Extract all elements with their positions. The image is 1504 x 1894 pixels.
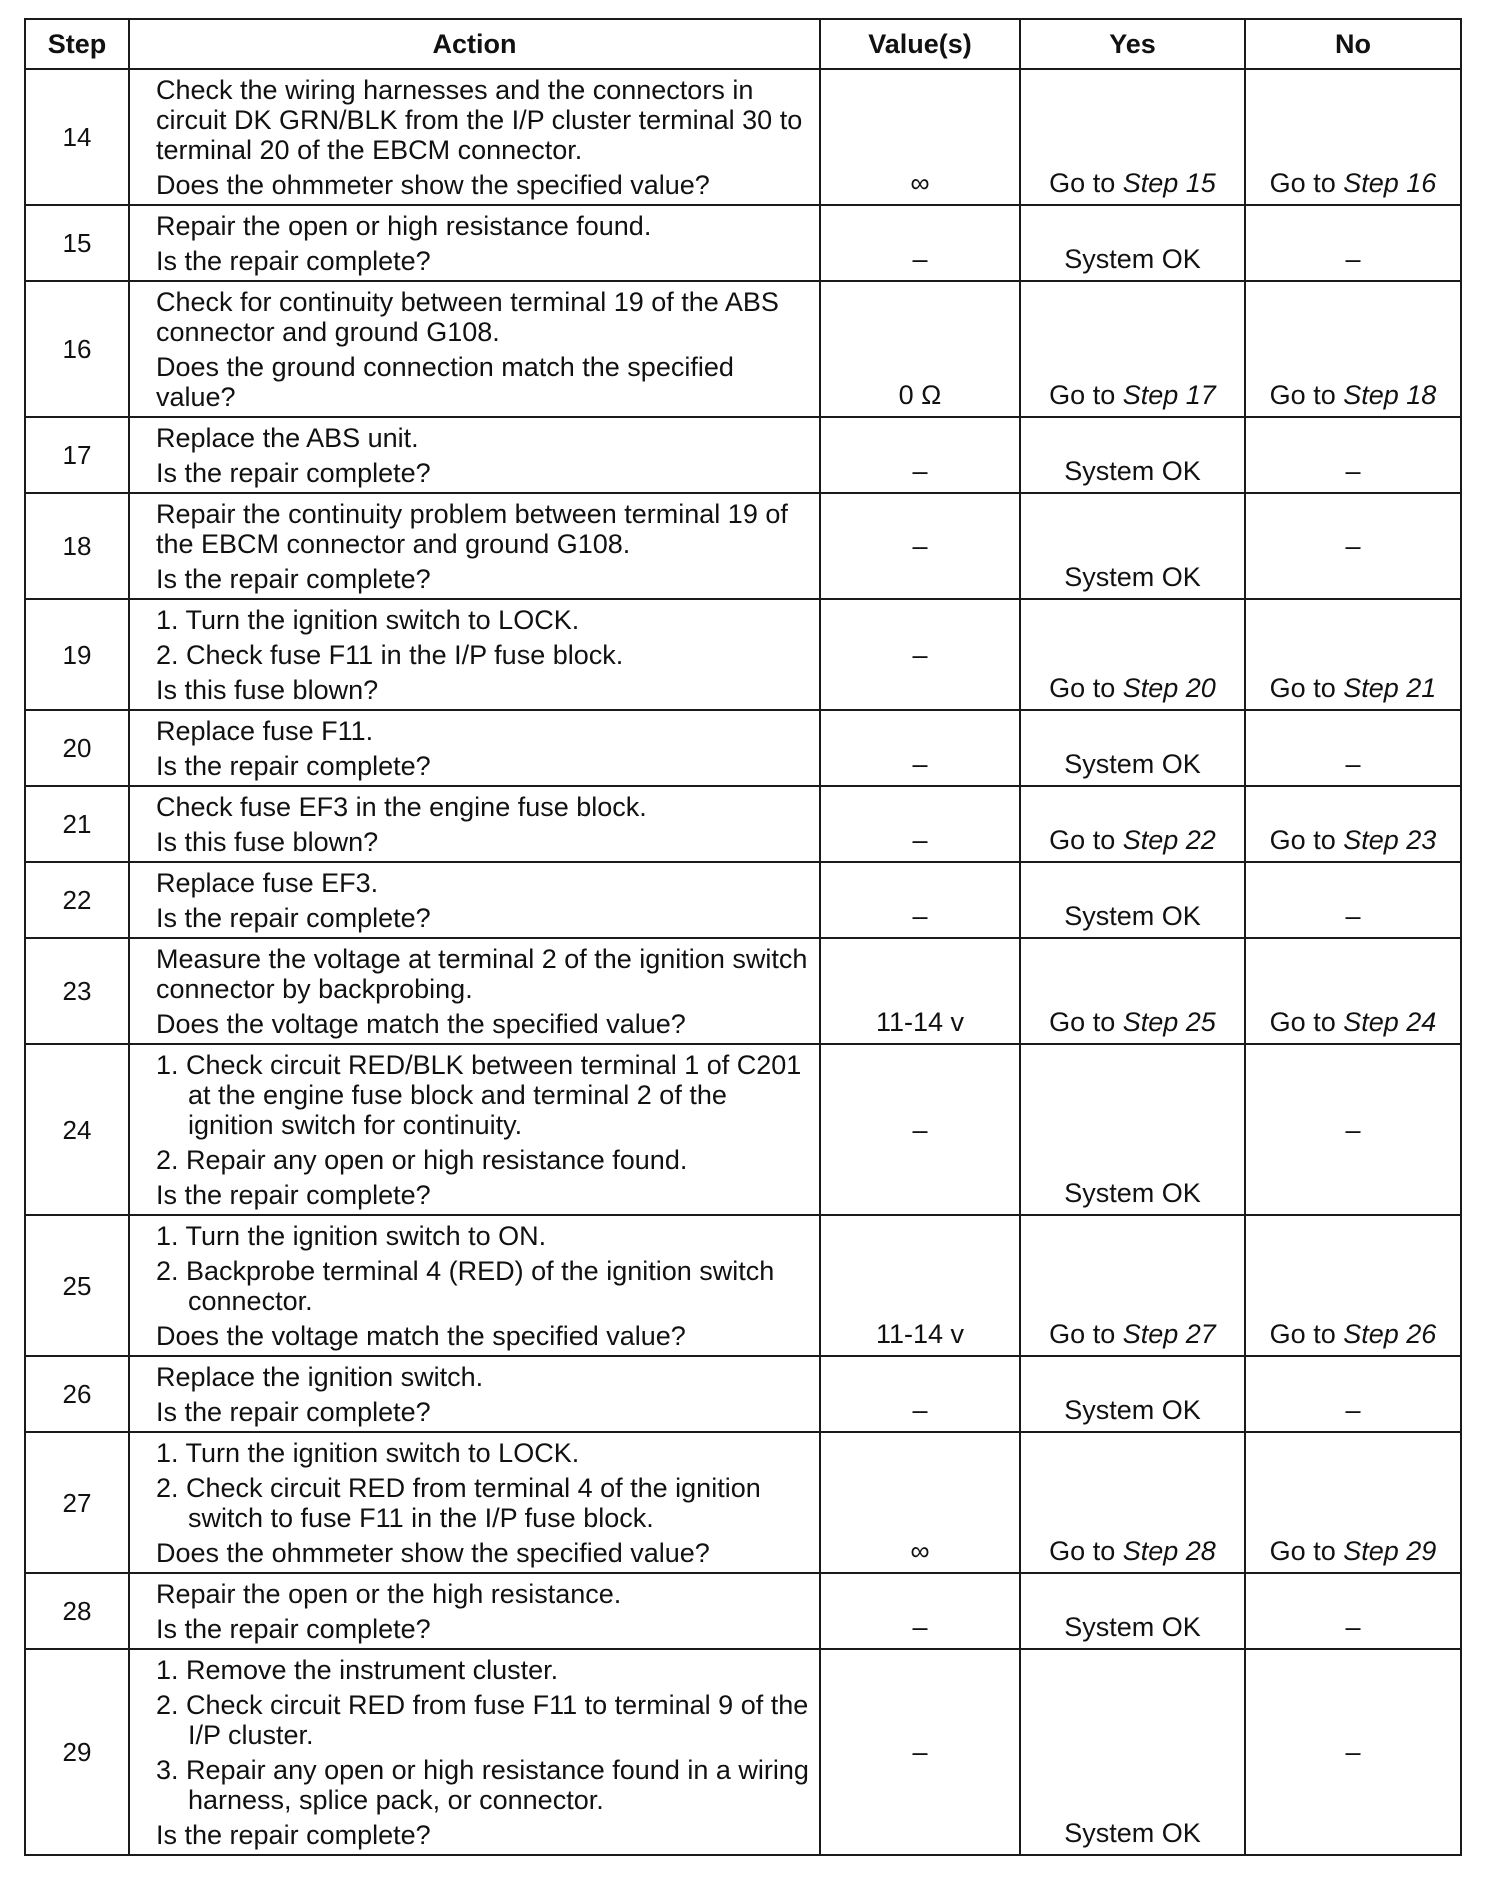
action-line: Repair the continuity problem between terminal 19 of the EBCM connector and ground G108. [156, 499, 788, 559]
action-cell [129, 1044, 820, 1215]
yes-step-ref: Step 15 [1122, 168, 1216, 198]
yes-goto-text: Go to [1049, 1319, 1116, 1349]
value-cell: – [820, 1573, 1020, 1649]
yes-cell [1020, 938, 1245, 1044]
table-row [25, 1432, 1461, 1573]
no-cell [1245, 786, 1461, 862]
table-row [25, 1573, 1461, 1649]
no-goto-text: Go to [1269, 825, 1336, 855]
table-row [25, 599, 1461, 710]
no-step-ref: Step 26 [1343, 1319, 1437, 1349]
action-cell [129, 1215, 820, 1356]
yes-cell [1020, 1432, 1245, 1573]
no-cell [1245, 69, 1461, 205]
action-cell [129, 786, 820, 862]
yes-step-ref: Step 17 [1122, 380, 1216, 410]
diagnostic-document [24, 18, 1460, 1856]
action-cell [129, 1649, 820, 1855]
action-line: Is the repair complete? [156, 246, 431, 276]
header-action: Action [129, 19, 820, 69]
diagnostic-table [24, 18, 1462, 1856]
no-goto-text: Go to [1269, 1007, 1336, 1037]
no-cell [1245, 938, 1461, 1044]
value-cell: – [820, 1649, 1020, 1855]
no-step-ref: Step 18 [1343, 380, 1437, 410]
action-line: Is the repair complete? [156, 903, 431, 933]
step-number: 20 [25, 710, 129, 786]
action-cell [129, 1432, 820, 1573]
action-line: 1. Turn the ignition switch to LOCK. [156, 605, 580, 635]
yes-goto-text: Go to [1049, 1007, 1116, 1037]
table-row [25, 1044, 1461, 1215]
no-step-ref: Step 24 [1343, 1007, 1437, 1037]
value-cell: – [820, 599, 1020, 710]
header-no: No [1245, 19, 1461, 69]
step-number: 21 [25, 786, 129, 862]
step-number: 27 [25, 1432, 129, 1573]
no-cell: – [1245, 710, 1461, 786]
table-row [25, 69, 1461, 205]
action-cell [129, 205, 820, 281]
yes-cell: System OK [1020, 1044, 1245, 1215]
value-cell: 11-14 v [820, 1215, 1020, 1356]
step-number: 17 [25, 417, 129, 493]
table-row [25, 493, 1461, 599]
action-line: Does the ohmmeter show the specified value? [156, 170, 710, 200]
action-line: 1. Remove the instrument cluster. [156, 1655, 559, 1685]
header-values: Value(s) [820, 19, 1020, 69]
table-row [25, 938, 1461, 1044]
no-cell [1245, 281, 1461, 417]
no-cell: – [1245, 1573, 1461, 1649]
action-line: Is the repair complete? [156, 1820, 431, 1850]
action-line: 3. Repair any open or high resistance found in a wiring harness, splice pack, or connector. [156, 1755, 809, 1815]
table-row [25, 417, 1461, 493]
yes-cell: System OK [1020, 493, 1245, 599]
table-row [25, 710, 1461, 786]
action-line: Is the repair complete? [156, 751, 431, 781]
yes-step-ref: Step 27 [1122, 1319, 1216, 1349]
table-row [25, 786, 1461, 862]
no-cell: – [1245, 493, 1461, 599]
no-cell: – [1245, 417, 1461, 493]
no-goto-text: Go to [1269, 673, 1336, 703]
yes-goto-text: Go to [1049, 380, 1116, 410]
no-step-ref: Step 16 [1343, 168, 1437, 198]
no-step-ref: Step 29 [1343, 1536, 1437, 1566]
value-cell: – [820, 1356, 1020, 1432]
yes-cell: System OK [1020, 710, 1245, 786]
no-goto-text: Go to [1269, 1319, 1336, 1349]
yes-cell: System OK [1020, 1649, 1245, 1855]
yes-cell [1020, 69, 1245, 205]
no-cell: – [1245, 1649, 1461, 1855]
action-line: 1. Check circuit RED/BLK between terminal 1 of C201 at the engine fuse block and terminal 2 of the ignition switch for continuity. [156, 1050, 802, 1140]
action-cell [129, 69, 820, 205]
value-cell: 11-14 v [820, 938, 1020, 1044]
action-line: Replace fuse EF3. [156, 868, 379, 898]
action-line: Is the repair complete? [156, 1397, 431, 1427]
no-cell [1245, 1432, 1461, 1573]
value-cell: – [820, 862, 1020, 938]
yes-step-ref: Step 20 [1122, 673, 1216, 703]
header-step: Step [25, 19, 129, 69]
yes-cell: System OK [1020, 417, 1245, 493]
yes-cell: System OK [1020, 862, 1245, 938]
step-number: 29 [25, 1649, 129, 1855]
step-number: 23 [25, 938, 129, 1044]
action-cell [129, 862, 820, 938]
step-number: 22 [25, 862, 129, 938]
table-row [25, 862, 1461, 938]
yes-cell [1020, 786, 1245, 862]
action-line: Does the voltage match the specified value? [156, 1321, 686, 1351]
action-line: 1. Turn the ignition switch to LOCK. [156, 1438, 580, 1468]
value-cell: – [820, 205, 1020, 281]
no-cell: – [1245, 862, 1461, 938]
action-cell [129, 1573, 820, 1649]
value-cell: – [820, 710, 1020, 786]
yes-cell: System OK [1020, 205, 1245, 281]
action-cell [129, 417, 820, 493]
value-cell: – [820, 417, 1020, 493]
action-line: 2. Backprobe terminal 4 (RED) of the ignition switch connector. [156, 1256, 775, 1316]
action-line: Is the repair complete? [156, 1614, 431, 1644]
no-goto-text: Go to [1269, 168, 1336, 198]
action-line: Is the repair complete? [156, 564, 431, 594]
action-line: 2. Check fuse F11 in the I/P fuse block. [156, 640, 624, 670]
no-cell [1245, 1215, 1461, 1356]
no-cell [1245, 599, 1461, 710]
step-number: 24 [25, 1044, 129, 1215]
yes-goto-text: Go to [1049, 673, 1116, 703]
no-cell: – [1245, 1044, 1461, 1215]
header-yes: Yes [1020, 19, 1245, 69]
action-line: Check fuse EF3 in the engine fuse block. [156, 792, 647, 822]
value-cell: – [820, 786, 1020, 862]
yes-cell: System OK [1020, 1356, 1245, 1432]
yes-goto-text: Go to [1049, 168, 1116, 198]
no-step-ref: Step 23 [1343, 825, 1437, 855]
value-cell: ∞ [820, 1432, 1020, 1573]
step-number: 19 [25, 599, 129, 710]
action-line: Does the voltage match the specified value? [156, 1009, 686, 1039]
action-cell [129, 493, 820, 599]
yes-step-ref: Step 25 [1122, 1007, 1216, 1037]
yes-goto-text: Go to [1049, 825, 1116, 855]
action-line: Does the ohmmeter show the specified value? [156, 1538, 710, 1568]
action-line: 1. Turn the ignition switch to ON. [156, 1221, 547, 1251]
action-line: 2. Repair any open or high resistance found. [156, 1145, 688, 1175]
table-row [25, 1649, 1461, 1855]
action-cell [129, 938, 820, 1044]
value-cell: 0 Ω [820, 281, 1020, 417]
value-cell: ∞ [820, 69, 1020, 205]
step-number: 25 [25, 1215, 129, 1356]
action-line: Does the ground connection match the specified value? [156, 352, 734, 412]
value-cell: – [820, 493, 1020, 599]
step-number: 16 [25, 281, 129, 417]
value-cell: – [820, 1044, 1020, 1215]
action-line: Is this fuse blown? [156, 827, 379, 857]
step-number: 18 [25, 493, 129, 599]
table-row [25, 281, 1461, 417]
step-number: 26 [25, 1356, 129, 1432]
no-goto-text: Go to [1269, 380, 1336, 410]
action-line: Is the repair complete? [156, 458, 431, 488]
action-cell [129, 710, 820, 786]
table-row [25, 1215, 1461, 1356]
step-number: 15 [25, 205, 129, 281]
action-cell [129, 281, 820, 417]
table-body [25, 69, 1461, 1855]
action-line: Repair the open or the high resistance. [156, 1579, 622, 1609]
action-line: Measure the voltage at terminal 2 of the ignition switch connector by backprobing. [156, 944, 808, 1004]
yes-goto-text: Go to [1049, 1536, 1116, 1566]
yes-cell [1020, 281, 1245, 417]
yes-step-ref: Step 22 [1122, 825, 1216, 855]
table-row [25, 205, 1461, 281]
yes-step-ref: Step 28 [1122, 1536, 1216, 1566]
action-line: 2. Check circuit RED from fuse F11 to terminal 9 of the I/P cluster. [156, 1690, 809, 1750]
action-cell [129, 1356, 820, 1432]
action-line: Is this fuse blown? [156, 675, 379, 705]
step-number: 28 [25, 1573, 129, 1649]
table-row [25, 1356, 1461, 1432]
no-cell: – [1245, 1356, 1461, 1432]
action-line: Check the wiring harnesses and the connectors in circuit DK GRN/BLK from the I/P cluster terminal 30 to terminal 20 of the EBCM connector. [156, 75, 803, 165]
yes-cell: System OK [1020, 1573, 1245, 1649]
action-line: Replace fuse F11. [156, 716, 374, 746]
action-line: Is the repair complete? [156, 1180, 431, 1210]
table-header-row [25, 19, 1461, 69]
step-number: 14 [25, 69, 129, 205]
yes-cell [1020, 1215, 1245, 1356]
action-line: Check for continuity between terminal 19 of the ABS connector and ground G108. [156, 287, 779, 347]
no-cell: – [1245, 205, 1461, 281]
action-cell [129, 599, 820, 710]
yes-cell [1020, 599, 1245, 710]
action-line: Replace the ABS unit. [156, 423, 419, 453]
action-line: Replace the ignition switch. [156, 1362, 484, 1392]
no-step-ref: Step 21 [1343, 673, 1437, 703]
action-line: Repair the open or high resistance found. [156, 211, 652, 241]
action-line: 2. Check circuit RED from terminal 4 of the ignition switch to fuse F11 in the I/P fuse block. [156, 1473, 761, 1533]
no-goto-text: Go to [1269, 1536, 1336, 1566]
